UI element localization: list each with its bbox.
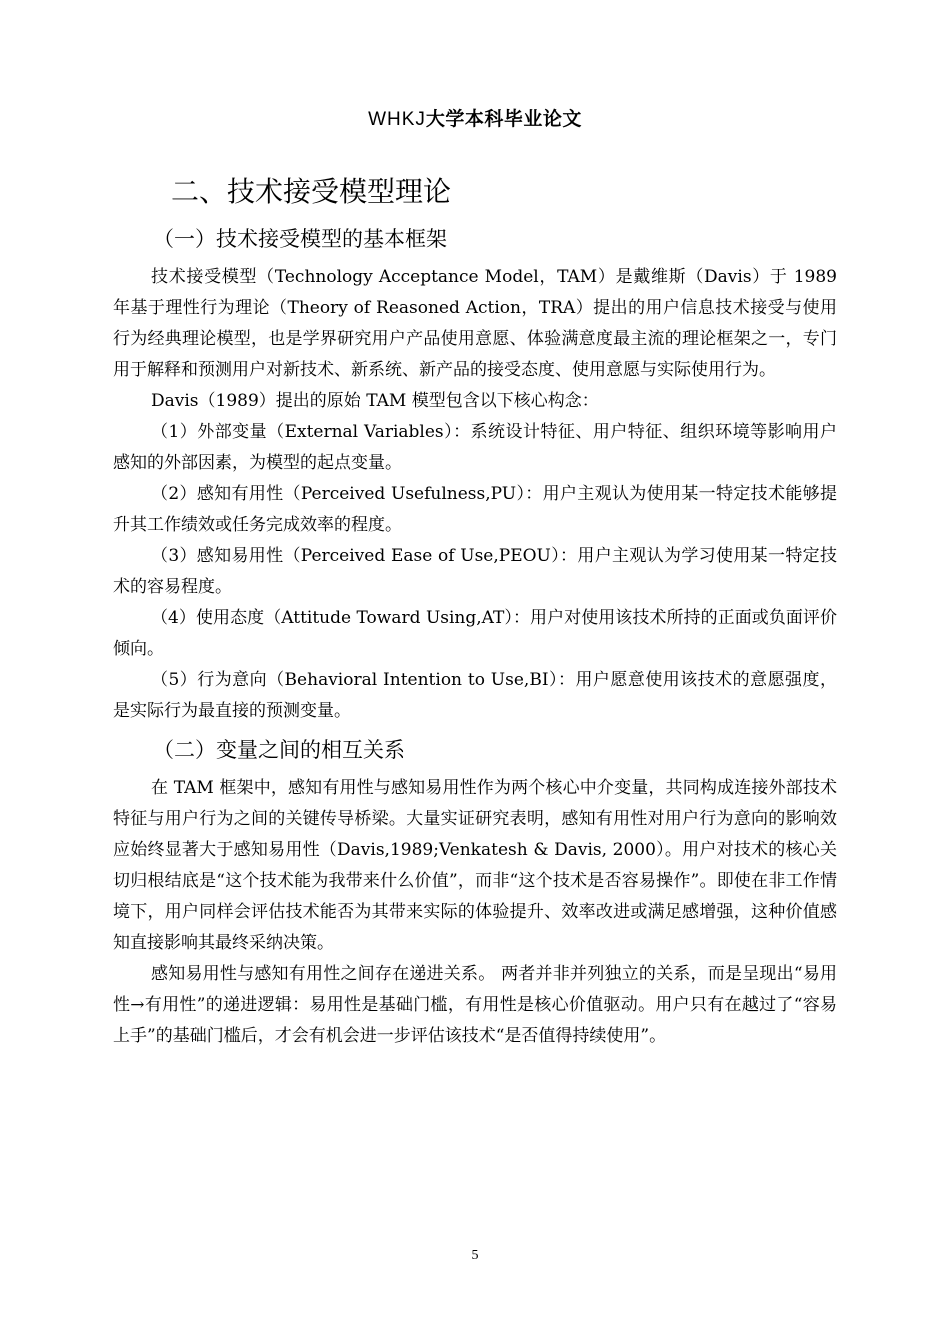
paragraph-perceived-ease-of-use: （3）感知易用性（Perceived Ease of Use,PEOU）：用户主观认为学习使用某一特定技术的容易程度。 xyxy=(113,546,837,597)
header-title: 大学本科毕业论文 xyxy=(425,108,582,130)
paragraph-attitude: （4）使用态度（Attitude Toward Using,AT）：用户对使用该技术所持的正面或负面评价倾向。 xyxy=(113,608,837,659)
paragraph-external-variables: （1）外部变量（External Variables）：系统设计特征、用户特征、组织环境等影响用户感知的外部因素，为模型的起点变量。 xyxy=(113,422,837,473)
header-mark: WHKJ xyxy=(368,109,426,130)
paragraph-behavioral-intention: （5）行为意向（Behavioral Intention to Use,BI）：用户愿意使用该技术的意愿强度，是实际行为最直接的预测变量。 xyxy=(113,670,837,721)
running-header xyxy=(0,104,950,131)
paragraph-tam-intro: 技术接受模型（Technology Acceptance Model，TAM）是戴维斯（Davis）于 1989 年基于理性行为理论（Theory of Reasoned Action，TRA）提出的用户信息技术接受与使用行为经典理论模型，也是学界研究用户产品使用意愿、体验满意度最主流的理论框架之一，专门用于解释和预测用户对新技术、新系统、新产品的接受态度、使用意愿与实际使用行为。 xyxy=(113,267,837,380)
paragraph-perceived-usefulness: （2）感知有用性（Perceived Usefulness,PU）：用户主观认为使用某一特定技术能够提升其工作绩效或任务完成效率的程度。 xyxy=(113,484,837,535)
subsection-title-relationships: （二）变量之间的相互关系 xyxy=(153,738,405,762)
paragraph-mediating-variables: 在 TAM 框架中，感知有用性与感知易用性作为两个核心中介变量，共同构成连接外部技术特征与用户行为之间的关键传导桥梁。大量实证研究表明，感知有用性对用户行为意向的影响效应始终显著大于感知易用性（Davis,1989;Venkatesh & Davis, 2000）。用户对技术的核心关切归根结底是“这个技术能为我带来什么价值”，而非“这个技术是否容易操作”。即使在非工作情境下，用户同样会评估技术能否为其带来实际的体验提升、效率改进或满足感增强，这种价值感知直接影响其最终采纳决策。 xyxy=(113,778,837,953)
paragraph-progressive-relation: 感知易用性与感知有用性之间存在递进关系。 两者并非并列独立的关系，而是呈现出“易用性→有用性”的递进逻辑：易用性是基础门槛，有用性是核心价值驱动。用户只有在越过了“容易上手”的基础门槛后，才会有机会进一步评估该技术“是否值得持续使用”。 xyxy=(113,964,837,1046)
section-title: 二、技术接受模型理论 xyxy=(171,175,452,208)
page-body xyxy=(113,168,837,1052)
subsection-title-framework: （一）技术接受模型的基本框架 xyxy=(153,227,447,251)
paragraph-core-constructs: Davis（1989）提出的原始 TAM 模型包含以下核心构念： xyxy=(151,391,599,411)
page-number: 5 xyxy=(471,1248,479,1263)
